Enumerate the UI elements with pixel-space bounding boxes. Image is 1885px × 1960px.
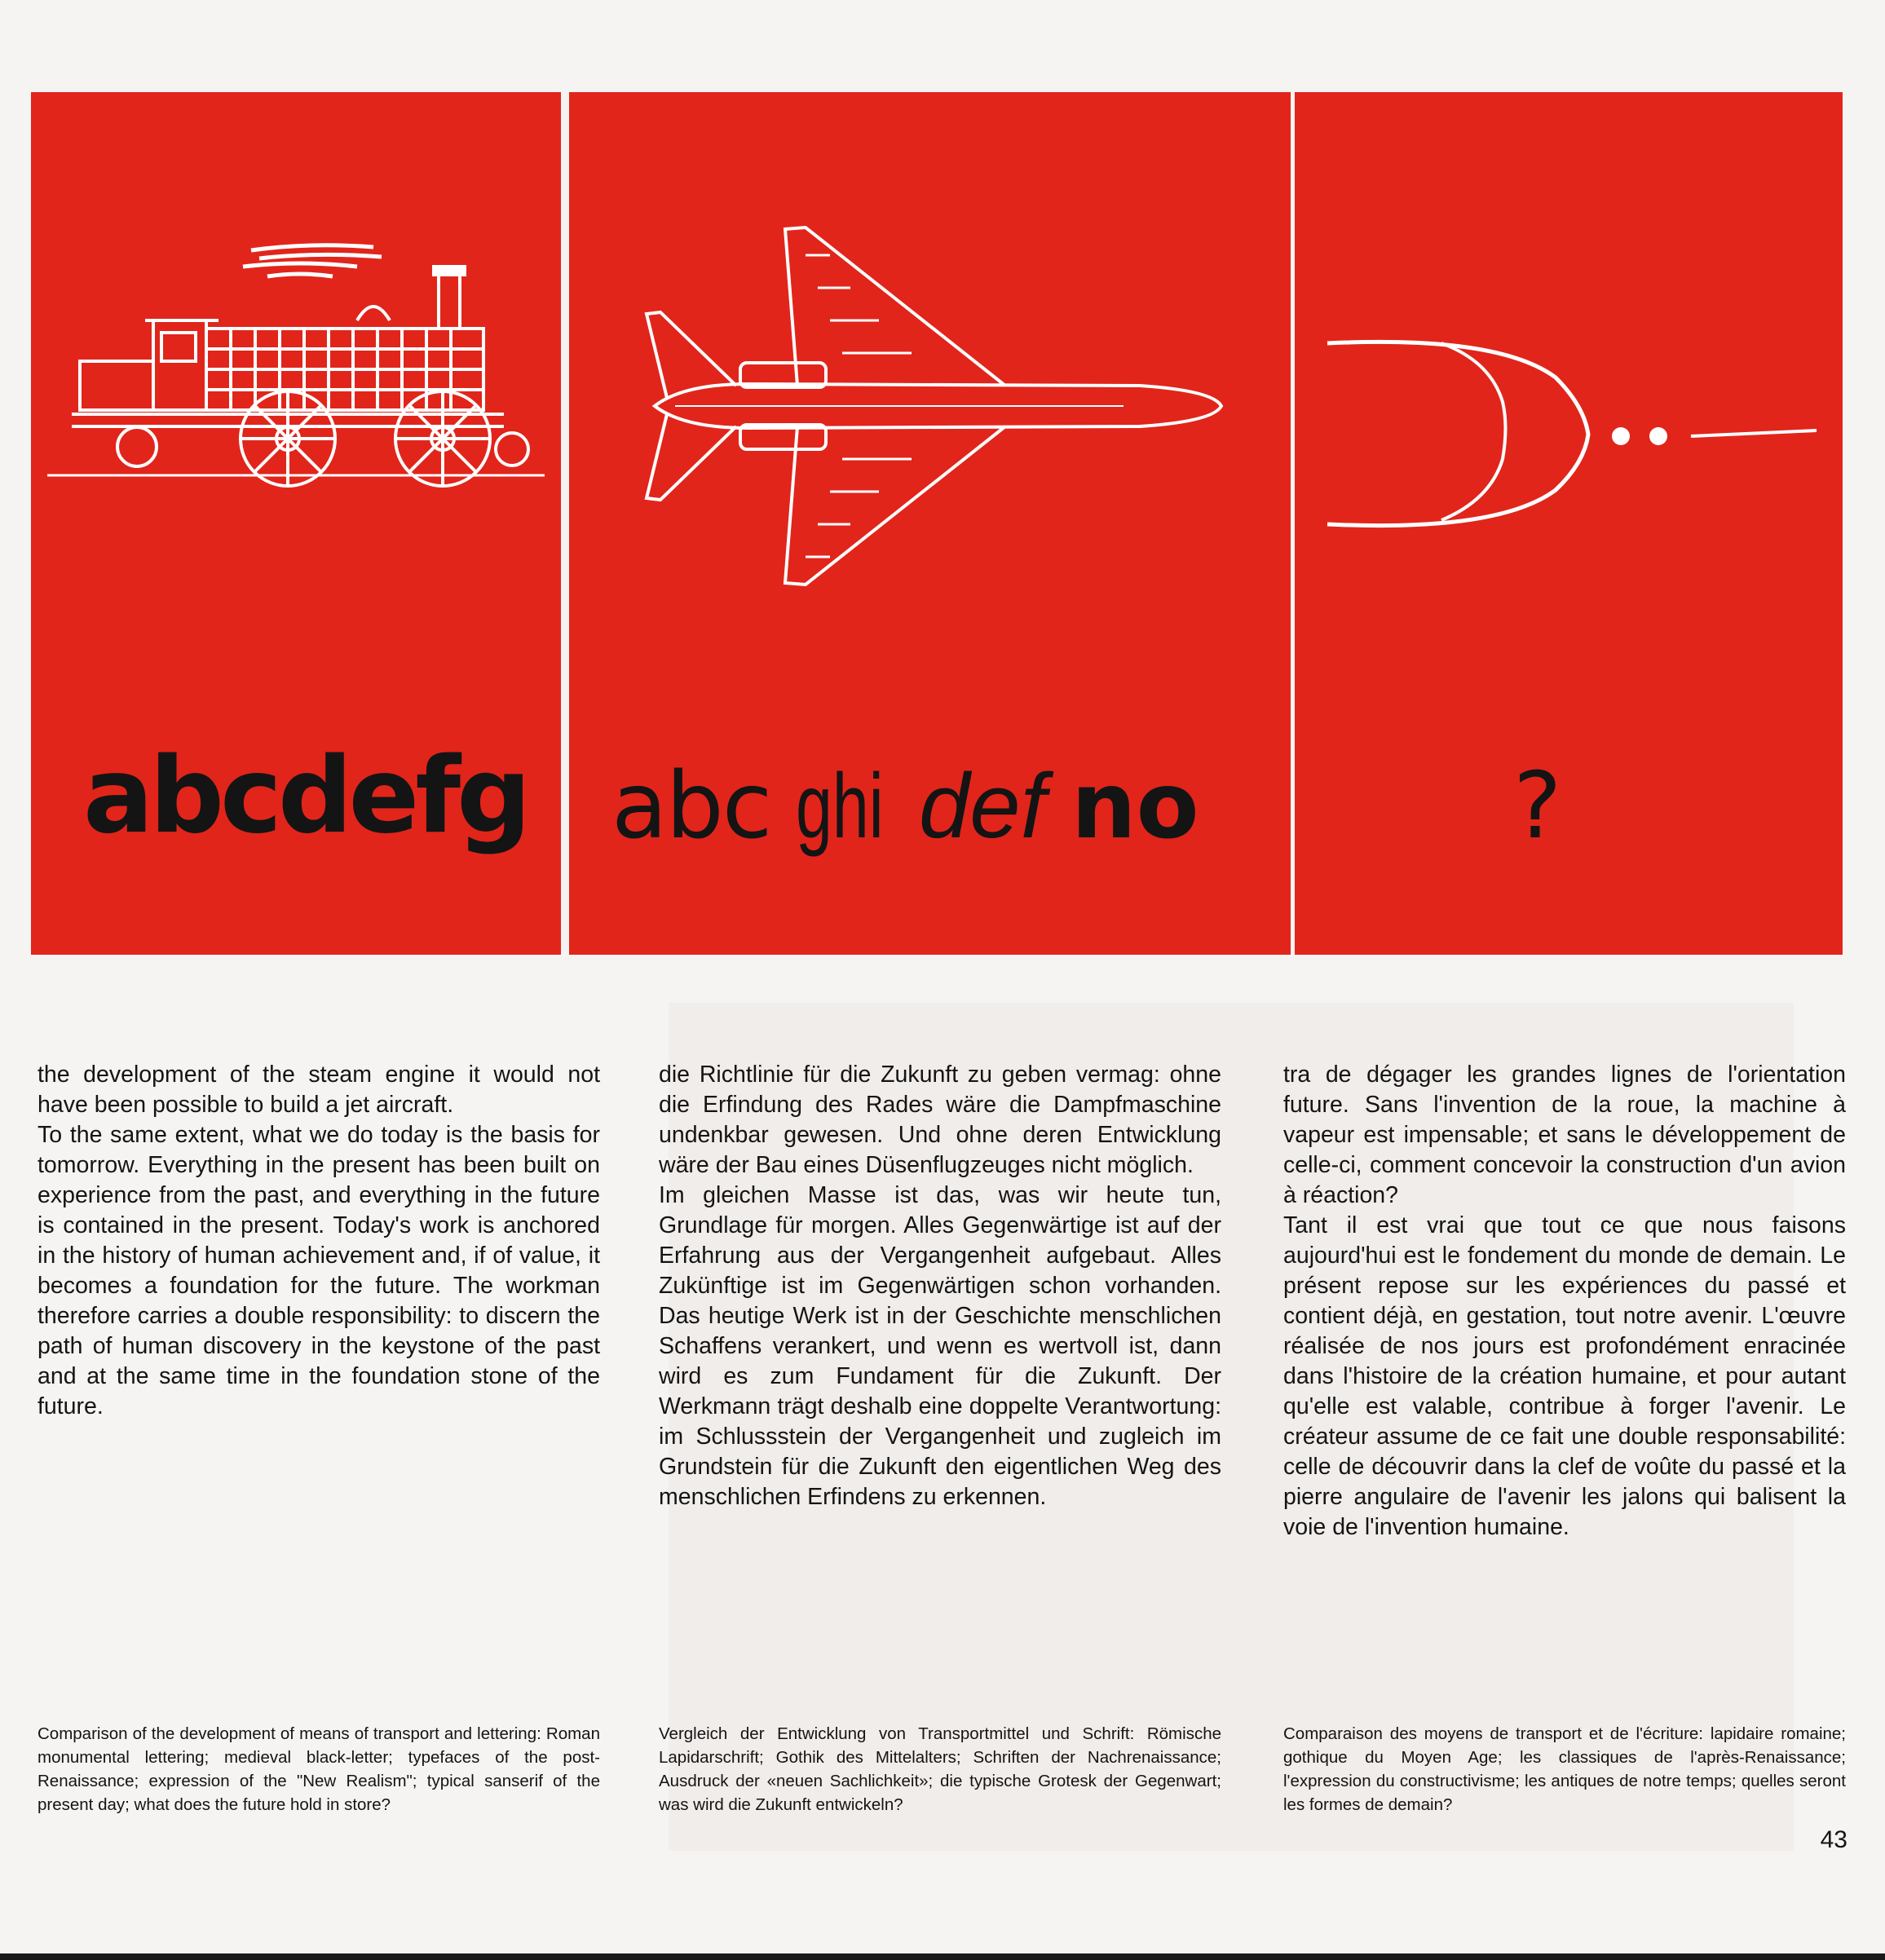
english-caption: Comparison of the development of means of transport and lettering: Roman monumental lettering; medieval black-letter; typefaces of the post-Renaissance; expression of the "New Realism"; typical sanserif of the present day; what does the future hold in store? (38, 1724, 600, 1814)
slab-serif-specimen: abcdefg (83, 735, 528, 857)
german-paragraph-1: die Richtlinie für die Zukunft zu geben vermag: ohne die Erfindung des Rades wäre die Dampfmaschine undenkbar gewesen. Und ohne deren Entwicklung wäre der Bau eines Düsenflugzeuges nicht möglich. (659, 1062, 1221, 1178)
question-specimen: ? (1513, 753, 1562, 859)
sans-light-sample: abc (611, 753, 771, 859)
german-text-column (659, 1060, 1221, 1512)
german-paragraph-2: Im gleichen Masse ist das, was wir heute tun, Grundlage für morgen. Alles Gegenwärtige ist auf der Erfahrung aus der Vergangenheit aufgebaut. Alles Zukünftige ist im Gegenwärtigen schon vorhanden. Das heutige Werk ist in der Geschichte menschlichen Schaffens verankert, und wenn es wertvoll ist, dann wird es zum Fundament für die Zukunft. Der Werkmann trägt deshalb eine doppelte Verantwortung: im Schlussstein der Vergangenheit und zugleich im Grundstein für die Zukunft den eigentlichen Weg des menschlichen Erfindens zu erkennen. (659, 1182, 1221, 1510)
french-caption: Comparaison des moyens de transport et de l'écriture: lapidaire romaine; gothique du Moyen Age; les classiques de l'après-Renaissance; l'expression du constructivisme; les antiques de notre temps; quelles seront les formes de demain? (1283, 1724, 1846, 1814)
future-vehicle-icon (1295, 304, 1843, 565)
condensed-sample: ghi (796, 755, 885, 857)
bold-sample: no (1071, 753, 1199, 859)
french-paragraph-1: tra de dégager les grandes lignes de l'orientation future. Sans l'invention de la roue, la machine à vapeur est impensable; et sans le développement de celle-ci, comment concevoir la construction d'un avion à réaction? (1283, 1062, 1846, 1208)
french-paragraph-2: Tant il est vrai que tout ce que nous faisons aujourd'hui est le fondement du monde de demain. Le présent repose sur les expériences du passé et contient déjà, en gestation, tout notre avenir. L'œuvre réalisée de nos jours est profondément enracinée dans l'histoire de la création humaine, et pour autant qu'elle est valable, contribue à forger l'avenir. Le créateur assume de ce fait une double responsabilité: celle de découvrir dans la clef de voûte du passé et la pierre angulaire de l'avenir les jalons qui balisent la voie de l'invention humaine. (1283, 1212, 1846, 1540)
mixed-type-specimen (611, 753, 1199, 859)
german-caption: Vergleich der Entwicklung von Transportmittel und Schrift: Römische Lapidarschrift; Gothik des Mittelalters; Schriften der Nachrenaissance; Ausdruck der «neuen Sachlichkeit»; die typische Grotesk der Gegenwart; was wird die Zukunft entwickeln? (659, 1724, 1221, 1814)
steam-locomotive-icon (31, 231, 561, 508)
future-panel (1295, 92, 1843, 955)
italic-sample: def (919, 755, 1046, 857)
jet-aircraft-icon (569, 125, 1291, 744)
english-paragraph-2: To the same extent, what we do today is the basis for tomorrow. Everything in the present has been built on experience from the past, and everything in the future is contained in the present. Today's work is anchored in the history of human achievement and, if of value, it becomes a foundation for the future. The workman therefore carries a double responsibility: to discern the path of human discovery in the keystone of the past and at the same time in the foundation stone of the future. (38, 1122, 600, 1419)
bottom-edge (0, 1953, 1885, 1960)
locomotive-panel (31, 92, 561, 955)
page-number: 43 (1820, 1826, 1847, 1853)
english-paragraph-1: the development of the steam engine it would not have been possible to build a jet aircraft. (38, 1062, 600, 1118)
english-text-column (38, 1060, 600, 1422)
jet-aircraft-panel (569, 92, 1291, 955)
french-text-column (1283, 1060, 1846, 1543)
